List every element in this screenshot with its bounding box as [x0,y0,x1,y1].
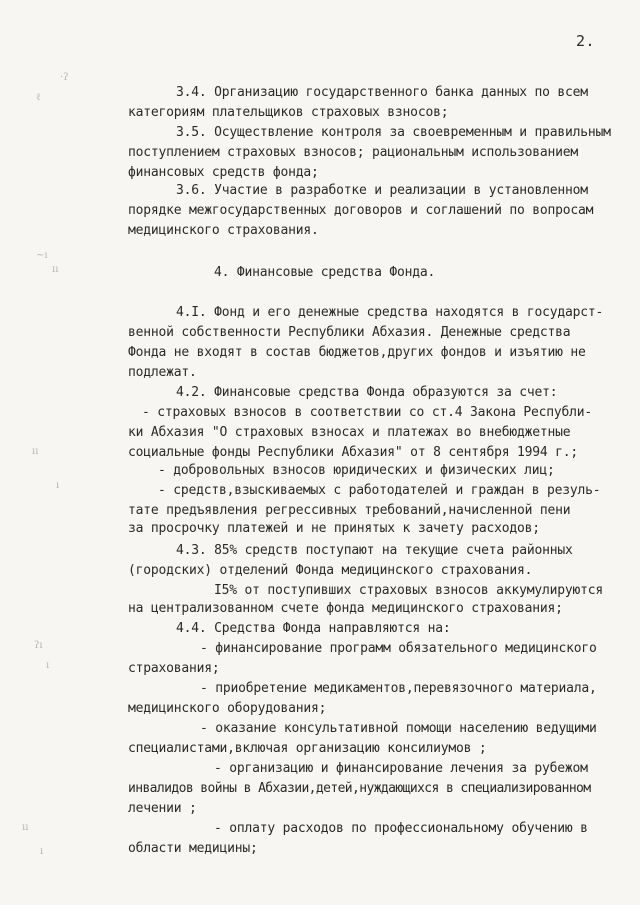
text-line: специалистами,включая организацию консилиумов ; [128,741,487,756]
text-line: - средств,взыскиваемых с работодателей и граждан в резуль- [158,483,601,498]
text-line: венной собственности Республики Абхазия. Денежные средства [128,325,571,340]
text-line: области медицины; [128,841,258,856]
text-line: 3.6. Участие в разработке и реализации в установленном [176,183,588,198]
margin-mark-10: ı [40,846,44,857]
text-line: медицинского оборудования; [128,701,327,716]
text-line: категориям плательщиков страховых взносов; [128,105,449,120]
text-line: 4.3. 85% средств поступают на текущие счета районных [176,543,573,558]
text-line: - организацию и финансирование лечения за рубежом [214,761,588,776]
text-line: на централизованном счете фонда медицинского страхования; [128,601,563,616]
margin-mark-6: ı [56,480,60,491]
text-line: подлежат. [128,365,197,380]
text-line: страхования; [128,661,220,676]
text-line: тате предъявления регрессивных требований,начисленной пени [128,503,571,518]
text-line: финансовых средств фонда; [128,165,319,180]
text-line: - страховых взносов в соответствии со ст.4 Закона Республи- [142,405,592,420]
text-line: лечении ; [128,801,197,816]
margin-mark-5: ıı [32,446,39,457]
margin-mark-9: ıı [22,822,29,833]
margin-mark-3: ~ı [36,250,48,261]
text-line: 4.2. Финансовые средства Фонда образуются за счет: [176,385,558,400]
text-line: Фонда не входят в состав бюджетов,других фондов и изъятию не [128,345,586,360]
text-line: I5% от поступивших страховых взносов аккумулируются [214,583,603,598]
text-line: порядке межгосударственных договоров и соглашений по вопросам [128,203,594,218]
section-heading: 4. Финансовые средства Фонда. [214,265,436,280]
text-line: медицинского страхования. [128,223,319,238]
margin-mark-8: ı [46,660,50,671]
text-line: 3.5. Осуществление контроля за своевременным и правильным [176,125,611,140]
text-line: 3.4. Организацию государственного банка данных по всем [176,85,588,100]
text-line: социальные фонды Республики Абхазия" от 8 сентября 1994 г.; [128,445,578,460]
text-line: - оказание консультативной помощи населению ведущими [200,721,597,736]
text-line: 4.4. Средства Фонда направляются на: [176,621,451,636]
margin-mark-1: ·ʔ [60,72,69,83]
text-line: 4.I. Фонд и его денежные средства находятся в государст- [176,305,604,320]
text-line: ки Абхазия "О страховых взносах и платежах во внебюджетные [128,425,571,440]
margin-mark-7: ʔı [34,640,43,651]
margin-mark-2: ℓ [36,92,41,103]
text-line: - оплату расходов по профессиональному обучению в [214,821,588,836]
text-line: - приобретение медикаментов,перевязочного материала, [200,681,597,696]
text-line: за просрочку платежей и не принятых к зачету расходов; [128,521,540,536]
margin-mark-4: ıı [52,264,59,275]
text-line: - финансирование программ обязательного медицинского [200,641,597,656]
text-line: поступлением страховых взносов; рациональным использованием [128,145,578,160]
text-line: инвалидов войны в Абхазии,детей,нуждающихся в специализированном [128,781,591,796]
page-number: 2. [576,32,596,50]
text-line: (городских) отделений Фонда медицинского страхования. [128,563,533,578]
text-line: - добровольных взносов юридических и физических лиц; [158,463,555,478]
